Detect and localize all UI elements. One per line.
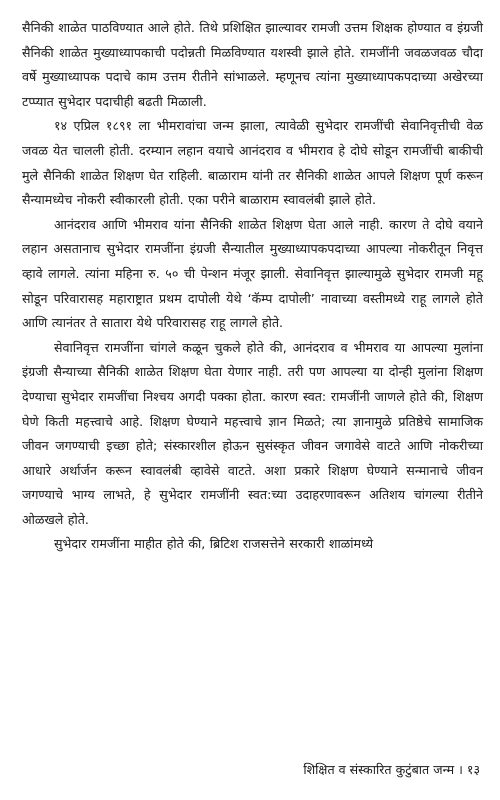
paragraph-5: सुभेदार रामजींना माहीत होते की, ब्रिटिश राजसत्तेने सरकारी शाळांमध्ये	[54, 536, 374, 552]
paragraph-1: सैनिकी शाळेत पाठविण्यात आले होते. तिथे प्रशिक्षित झाल्यावर रामजी उत्तम शिक्षक होण्यात व इंग्रजी सैनिकी शाळेत मुख्याध्यापकाची पदोन्नती मिळविण्यात यशस्वी झाले होते. रामजींनी जवळजवळ चौदा वर्षे मुख्याध्यापक पदाचे काम उत्तम रीतीने सांभाळले. म्हणूनच त्यांना मुख्याध्यापकपदाच्या अखेरच्या टप्प्यात सुभेदार पदाचीही बढती मिळाली.	[22, 20, 483, 109]
paragraph-3: आनंदराव आणि भीमराव यांना सैनिकी शाळेत शिक्षण घेता आले नाही. कारण ते दोघे वयाने लहान असतानाच सुभेदार रामजींना इंग्रजी सैन्यातील मुख्याध्यापकपदाच्या आपल्या नोकरीतून निवृत्त व्हावे लागले. त्यांना महिना रु. ५० ची पेन्शन मंजूर झाली. सेवानिवृत्त झाल्यामुळे सुभेदार रामजी महू सोडून परिवारासह महाराष्ट्रात प्रथम दापोली येथे ‘कॅम्प दापोली’ नावाच्या वस्तीमध्ये राहू लागले होते आणि त्यानंतर ते सातारा येथे परिवारासह राहू लागले होते.	[22, 216, 483, 331]
paragraph-2: १४ एप्रिल १८९१ ला भीमरावांचा जन्म झाला, त्यावेळी सुभेदार रामजींची सेवानिवृत्तीची वेळ जवळ येत चालली होती. दरम्यान लहान वयाचे आनंदराव व भीमराव हे दोघे सोडून रामजींची बाकीची मुले सैनिकी शाळेत शिक्षण घेत राहिली. बाळाराम यांनी तर सैनिकी शाळेत आपले शिक्षण पूर्ण करून सैन्यामध्येच नोकरी स्वीकारली होती. एका परीने बाळाराम स्वावलंबी झाले होते.	[22, 118, 483, 208]
paragraph-4: सेवानिवृत्त रामजींना चांगले कळून चुकले होते की, आनंदराव व भीमराव या आपल्या मुलांना इंग्रजी सैन्याच्या सैनिकी शाळेत शिक्षण घेता येणार नाही. तरी पण आपल्या या दोन्ही मुलांना शिक्षण देण्याचा सुभेदार रामजींचा निश्चय अगदी पक्का होता. कारण स्वत: रामजींनी जाणले होते की, शिक्षण घेणे किती महत्त्वाचे आहे. शिक्षण घेण्याने महत्त्वाचे ज्ञान मिळते; त्या ज्ञानामुळे प्रतिष्ठेचे सामाजिक जीवन जगण्याची इच्छा होते; संस्कारशील होऊन सुसंस्कृत जीवन जगावेसे वाटते आणि नोकरीच्या आधारे अर्थार्जन करून स्वावलंबी व्हावेसे वाटते. अशा प्रकारे शिक्षण घेण्याने सन्मानाचे जीवन जगण्याचे भाग्य लाभते, हे सुभेदार रामजींनी स्वत:च्या उदाहरणावरून अतिशय चांगल्या रीतीने ओळखले होते.	[22, 339, 483, 527]
page-footer: शिक्षित व संस्कारित कुटुंबात जन्म । १३	[303, 762, 480, 777]
